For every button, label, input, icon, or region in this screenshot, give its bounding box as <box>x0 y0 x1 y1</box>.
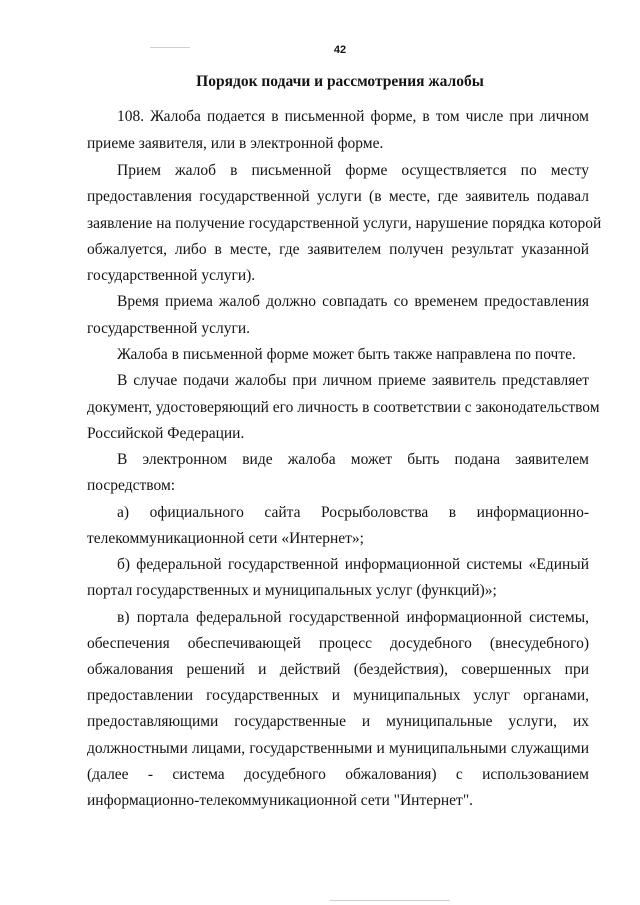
body-line: В случае подачи жалобы при личном приеме заявитель представляет <box>117 372 589 389</box>
body-line: предоставлении государственных и муниципальных услуг органами, <box>87 687 589 704</box>
body-line: государственной услуги. <box>87 320 250 337</box>
section-title: Порядок подачи и рассмотрения жалобы <box>196 73 484 90</box>
body-line: документ, удостоверяющий его личность в соответствии с законодательством <box>87 399 600 416</box>
scan-artifact-bottom <box>330 900 450 901</box>
body-line: Российской Федерации. <box>87 425 245 442</box>
body-line: в) портала федеральной государственной информационной системы, <box>117 609 589 626</box>
body-line: должностными лицами, государственными и муниципальными служащими <box>87 740 589 757</box>
body-line: государственной услуги). <box>87 267 256 284</box>
body-line: б) федеральной государственной информационной системы «Единый <box>117 556 589 573</box>
body-line: В электронном виде жалоба может быть подана заявителем <box>117 451 589 468</box>
body-line: Время приема жалоб должно совпадать со временем предоставления <box>117 293 589 310</box>
body-line: телекоммуникационной сети «Интернет»; <box>87 530 364 547</box>
body-line: посредством: <box>87 477 176 494</box>
body-line: а) официального сайта Росрыболовства в информационно- <box>117 504 589 521</box>
body-line: предоставляющими государственные и муниципальные услуги, их <box>87 713 589 730</box>
body-line: информационно-телекоммуникационной сети "Интернет". <box>87 792 474 809</box>
body-line: Прием жалоб в письменной форме осуществляется по месту <box>117 162 589 179</box>
body-line: 108. Жалоба подается в письменной форме, в том числе при личном <box>117 108 589 125</box>
body-line: Жалоба в письменной форме может быть также направлена по почте. <box>117 346 576 363</box>
body-line: портал государственных и муниципальных услуг (функций)»; <box>87 582 497 599</box>
body-line: обеспечения обеспечивающей процесс досудебного (внесудебного) <box>87 635 589 652</box>
body-line: заявление на получение государственной услуги, нарушение порядка которой <box>87 215 602 232</box>
body-line: обжалуется, либо в месте, где заявителем получен результат указанной <box>87 241 589 258</box>
body-line: обжалования решений и действий (бездействия), совершенных при <box>87 661 589 678</box>
page-number: 42 <box>333 44 347 56</box>
body-line: приеме заявителя, или в электронной форме. <box>87 135 384 152</box>
body-line: (далее - система досудебного обжалования) с использованием <box>87 766 589 783</box>
body-line: предоставления государственной услуги (в месте, где заявитель подавал <box>87 188 589 205</box>
